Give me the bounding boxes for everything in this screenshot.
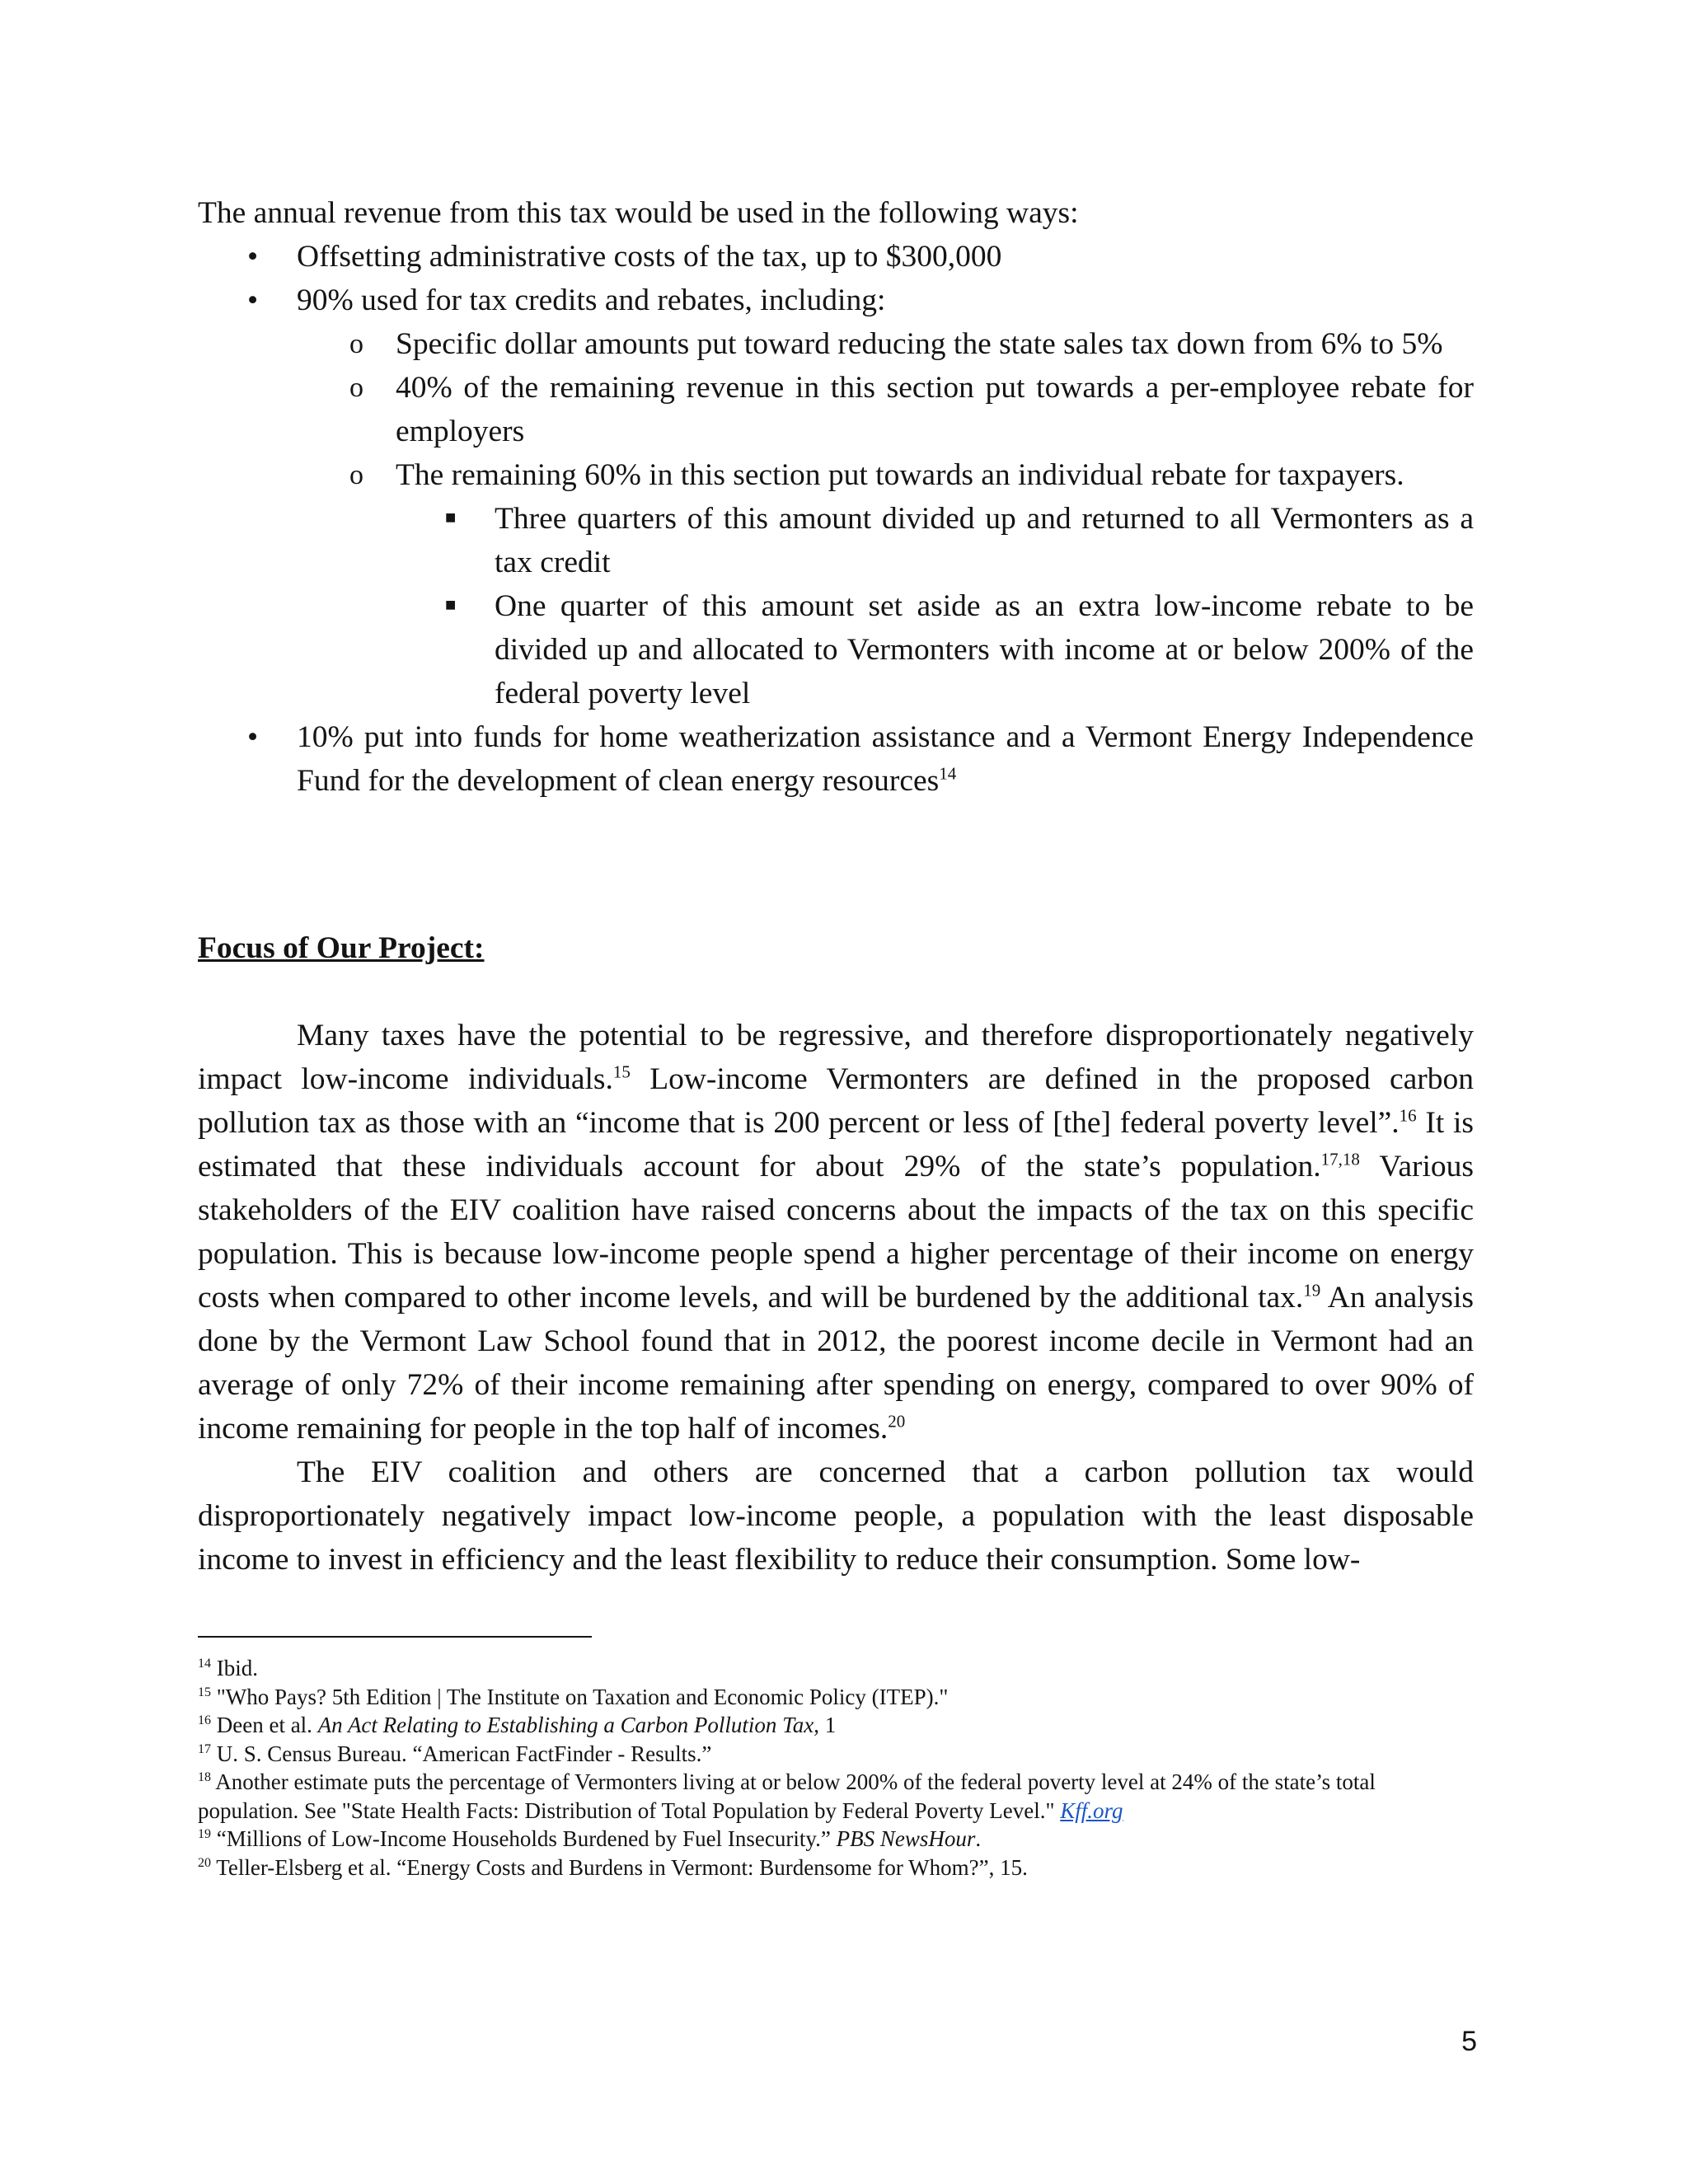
list-item: • 10% put into funds for home weatherization assistance and a Vermont Energy Independence Fund for the development of clean energy resources$^{14}$ — [297, 715, 1474, 803]
list-item: o 40% of the remaining revenue in this section put towards a per-employee rebate for employers — [396, 366, 1474, 453]
intro-line: The annual revenue from this tax would be used in the following ways: — [198, 196, 1079, 230]
list-item: o The remaining 60% in this section put towards an individual rebate for taxpayers. — [396, 453, 1474, 497]
footnote-14: $^{14}$ Ibid. — [198, 1656, 258, 1680]
list-item: • Offsetting administrative costs of the tax, up to $300,000 — [297, 235, 1474, 279]
paragraph-2: The EIV coalition and others are concerned that a carbon pollution tax would disproportionately negatively impact low-income people, a population with the least disposable income to invest in efficiency and the least flexibility to reduce their consumption. Some low- — [198, 1455, 1474, 1577]
footnote-ref[interactable]: 15 — [612, 1062, 631, 1082]
footnote-17: $^{17}$ U. S. Census Bureau. “American FactFinder - Results.” — [198, 1741, 712, 1766]
page-body — [198, 191, 1474, 1882]
list-item: o Specific dollar amounts put toward reducing the state sales tax down from 6% to 5% — [396, 322, 1474, 366]
revenue-list — [198, 235, 1474, 803]
bullet-icon: • — [247, 284, 259, 317]
kff-link[interactable]: Kff.org — [1060, 1797, 1123, 1823]
footnote-20: $^{20}$ Teller-Elsberg et al. “Energy Costs and Burdens in Vermont: Burdensome for Whom?”, 15. — [198, 1854, 1028, 1880]
footnote-ref[interactable]: 14 — [939, 763, 957, 784]
paragraph-1: Many taxes have the potential to be regressive, and therefore disproportionately negatively impact low-income individuals.$^{15}$ Low-income Vermonters are defined in the proposed carbon pollution tax as those with an “income that is 200 percent or less of [the] federal poverty level”.$^{16}$ It is estimated that these individuals account for about 29% of the state’s population.$^{17,18}$ Various stakeholders of the EIV coalition have raised concerns about the impacts of the tax on this specific population. This is because low-income people spend a higher percentage of their income on energy costs when compared to other income levels, and will be burdened by the additional tax.$^{19}$ An analysis done by the Vermont Law School found that in 2012, the poorest income decile in Vermont had an average of only 72% of their income remaining after spending on energy, compared to over 90% of income remaining for people in the top half of incomes.$^{20}$ — [198, 1019, 1475, 1446]
footnote-ref[interactable]: 16 — [1399, 1105, 1417, 1126]
circle-bullet-icon: o — [349, 329, 363, 359]
square-bullet-icon: ■ — [445, 594, 457, 615]
bullet-icon: • — [247, 240, 259, 274]
footnote-19: $^{19}$ “Millions of Low-Income Households Burdened by Fuel Insecurity.” PBS NewsHour. — [198, 1826, 982, 1851]
footnote-ref[interactable]: 19 — [1303, 1280, 1321, 1301]
bullet-icon: • — [247, 720, 259, 754]
list-item: ■ Three quarters of this amount divided up and returned to all Vermonters as a tax credit — [495, 497, 1474, 584]
list-item: ■ One quarter of this amount set aside as an extra low-income rebate to be divided up and allocated to Vermonters with income at or below 200% of the federal poverty level — [495, 584, 1474, 715]
footnote-ref[interactable]: 20 — [888, 1411, 906, 1432]
circle-bullet-icon: o — [349, 373, 363, 403]
footnote-16: $^{16}$ Deen et al. An Act Relating to Establishing a Carbon Pollution Tax, 1 — [198, 1713, 837, 1737]
circle-bullet-icon: o — [349, 460, 363, 490]
footnote-divider — [198, 1636, 592, 1638]
footnote-18: $^{18}$ Another estimate puts the percentage of Vermonters living at or below 200% of the federal poverty level at 24% of the state’s total population. See "State Health Facts: Distribution of Total Population by Federal Poverty Level." Kff.org — [198, 1769, 1376, 1823]
list-item: • 90% used for tax credits and rebates, including: — [297, 279, 1474, 322]
footnote-15: $^{15}$ "Who Pays? 5th Edition | The Institute on Taxation and Economic Policy (ITEP)." — [198, 1684, 949, 1709]
footnote-ref[interactable]: 17,18 — [1320, 1149, 1360, 1169]
square-bullet-icon: ■ — [445, 507, 457, 527]
page-number: 5 — [1461, 2026, 1477, 2057]
section-heading: Focus of Our Project: — [198, 931, 485, 965]
